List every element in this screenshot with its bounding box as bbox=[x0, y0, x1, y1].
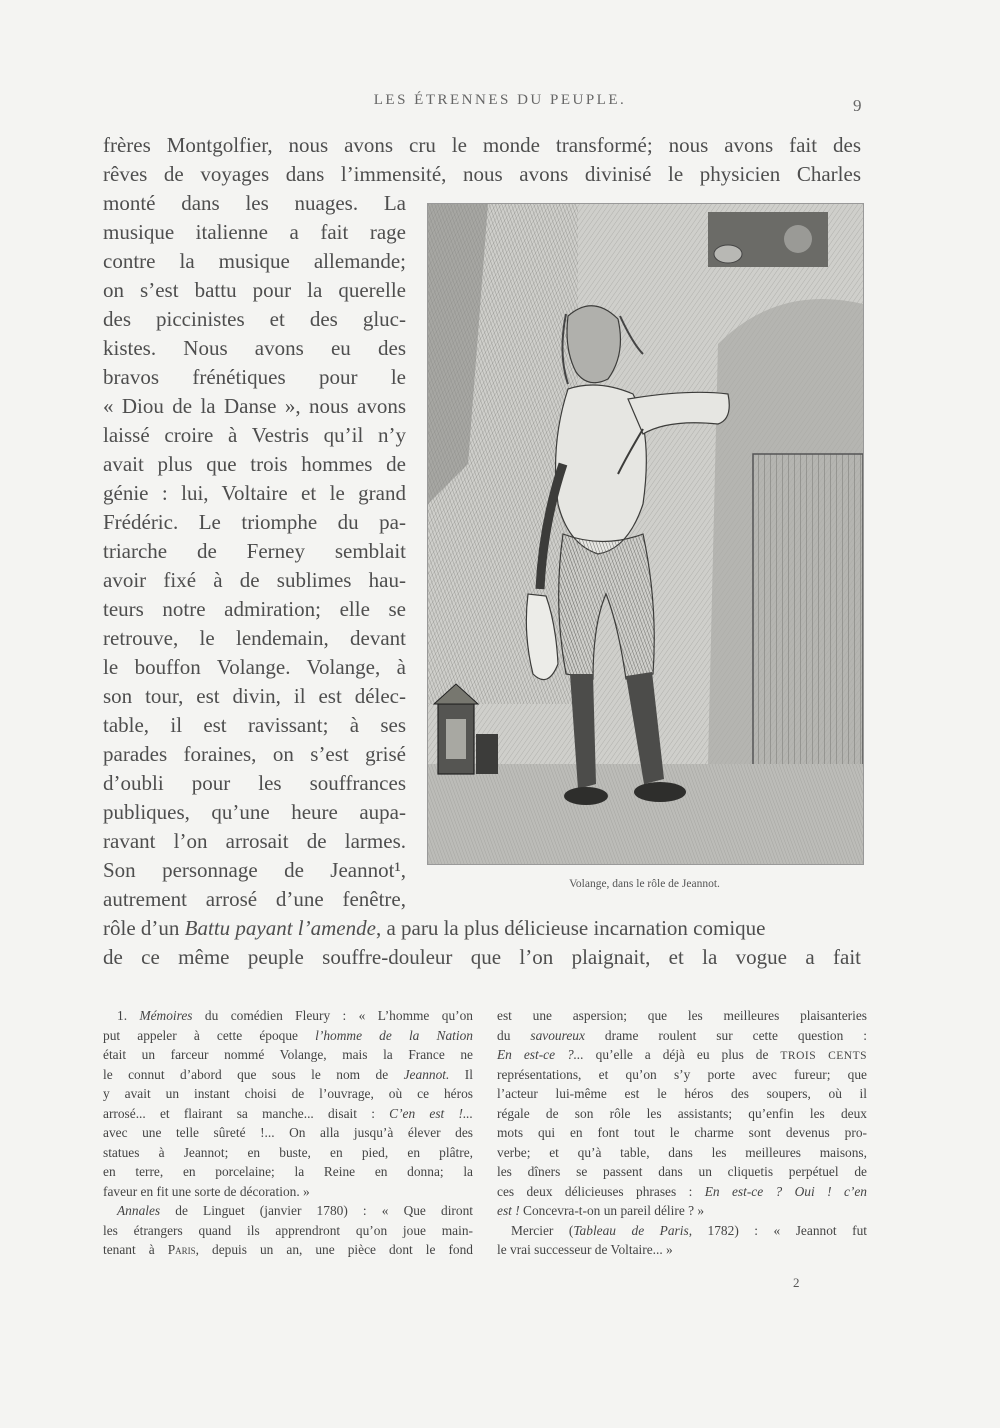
volange-engraving bbox=[428, 204, 863, 864]
work-title: Annales bbox=[117, 1203, 161, 1218]
body-line: laissé croire à Vestris qu’il n’y bbox=[103, 423, 406, 447]
footnote-line: mots qui en font tout le charme sont devenus pro- bbox=[497, 1125, 867, 1140]
body-line: d’oubli pour les souffrances bbox=[103, 771, 406, 795]
count-smallcaps: TROIS CENTS bbox=[780, 1050, 867, 1062]
name-italic: Jeannot. bbox=[403, 1067, 450, 1082]
play-title: Battu payant l’amende bbox=[184, 916, 376, 940]
footnote-line: tenant à Paris, depuis un an, une pièce dont le fond bbox=[103, 1242, 474, 1257]
running-title: LES ÉTRENNES DU PEUPLE. bbox=[373, 92, 627, 108]
body-text: rôle d’un bbox=[103, 916, 185, 940]
body-text: , a paru la plus délicieuse incarnation comique bbox=[375, 916, 766, 940]
body-line: parades foraines, on s’est grisé bbox=[103, 742, 406, 766]
body-line: le bouffon Volange. Volange, à bbox=[103, 655, 406, 679]
footnote-line: statues à Jeannot; en buste, en pied, en plâtre, bbox=[103, 1145, 473, 1160]
body-line: bravos frénétiques pour le bbox=[103, 365, 406, 389]
body-line: Frédéric. Le triomphe du pa- bbox=[103, 510, 406, 534]
body-line: avait plus que trois hommes de bbox=[103, 452, 406, 476]
body-line: table, il est ravissant; à ses bbox=[103, 713, 406, 737]
footnote-line: les dîners se passent dans un cliquetis perpétuel de bbox=[497, 1164, 867, 1179]
footnote-line: y avait un instant choisi de l’ouvrage, où ce héros bbox=[103, 1086, 473, 1101]
page-number: 9 bbox=[853, 96, 862, 115]
work-title: Mémoires bbox=[139, 1008, 193, 1023]
footnote-line: le connut d’abord que sous le nom de Jeannot. Il bbox=[103, 1067, 473, 1082]
footnote-line: 1. Mémoires du comédien Fleury : « L’homme qu’on bbox=[117, 1008, 473, 1023]
body-line: ravant l’on arrosait de larmes. bbox=[103, 829, 406, 853]
footnote-line: faveur en fit une sorte de décoration. » bbox=[103, 1184, 310, 1199]
body-line: avoir fixé à de sublimes hau- bbox=[103, 568, 406, 592]
footnote-line: verbe; et qu’à table, dans les meilleures maisons, bbox=[497, 1145, 867, 1160]
quote-italic: savoureux bbox=[530, 1028, 585, 1043]
footnote-line: Mercier (Tableau de Paris, 1782) : « Jeannot fut bbox=[511, 1223, 867, 1238]
footnote-line: Annales de Linguet (janvier 1780) : « Que diront bbox=[117, 1203, 473, 1218]
body-line: on s’est battu pour la querelle bbox=[103, 278, 406, 302]
footnote-line: En est-ce ?... qu’elle a déjà eu plus de TROIS CENTS bbox=[497, 1047, 867, 1062]
body-line: Son personnage de Jeannot¹, bbox=[103, 858, 406, 882]
body-line: de ce même peuple souffre-douleur que l’on plaignait, et la vogue a fait bbox=[103, 945, 861, 969]
body-line: monté dans les nuages. La bbox=[103, 191, 406, 215]
city-smallcaps: Paris bbox=[167, 1242, 196, 1257]
body-line: rêves de voyages dans l’immensité, nous avons divinisé le physicien Charles bbox=[103, 162, 861, 186]
footnote-line: est ! Concevra-t-on un pareil délire ? » bbox=[497, 1203, 705, 1218]
quote-italic: C’en est !... bbox=[389, 1106, 473, 1121]
footnote-line: du savoureux drame roulent sur cette question : bbox=[497, 1028, 867, 1043]
footnote-line: le vrai successeur de Voltaire... » bbox=[497, 1242, 673, 1257]
body-line: autrement arrosé d’une fenêtre, bbox=[103, 887, 406, 911]
body-line: retrouve, le lendemain, devant bbox=[103, 626, 406, 650]
footnote-line: est une aspersion; que les meilleures plaisanteries bbox=[497, 1008, 867, 1023]
footnote-line: en terre, en porcelaine; la Reine en donna; la bbox=[103, 1164, 473, 1179]
body-line: publiques, qu’une heure aupa- bbox=[103, 800, 406, 824]
quote-italic: est ! bbox=[497, 1203, 520, 1218]
body-line: génie : lui, Voltaire et le grand bbox=[103, 481, 406, 505]
footnote-line: avec une telle sûreté !... On alla jusqu’à élever des bbox=[103, 1125, 473, 1140]
work-title: Tableau de Paris bbox=[573, 1223, 689, 1238]
engraving-illustration bbox=[427, 203, 864, 865]
footnote-line: les étrangers quand ils apprendront qu’on joue main- bbox=[103, 1223, 473, 1238]
body-line: son tour, est divin, il est délec- bbox=[103, 684, 406, 708]
footnote-line: régale de son rôle les assistants; qu’enfin les deux bbox=[497, 1106, 867, 1121]
body-line: triarche de Ferney semblait bbox=[103, 539, 406, 563]
footnote-line: ces deux délicieuses phrases : En est-ce ? Oui ! c’en bbox=[497, 1184, 867, 1199]
footnote-line: l’acteur lui-même est le héros des soupers, où il bbox=[497, 1086, 867, 1101]
body-line: contre la musique allemande; bbox=[103, 249, 406, 273]
footnote-line: put appeler à cette époque l’homme de la Nation bbox=[103, 1028, 473, 1043]
body-line bbox=[103, 914, 861, 942]
body-line: « Diou de la Danse », nous avons bbox=[103, 394, 406, 418]
body-line: kistes. Nous avons eu des bbox=[103, 336, 406, 360]
quote-italic: En est-ce ?... bbox=[497, 1047, 584, 1062]
body-line: des piccinistes et des gluc- bbox=[103, 307, 406, 331]
footnote-line: était un farceur nommé Volange, mais la France ne bbox=[103, 1047, 473, 1062]
body-line: frères Montgolfier, nous avons cru le monde transformé; nous avons fait des bbox=[103, 133, 861, 157]
signature-mark: 2 bbox=[793, 1275, 800, 1290]
footnote-line: représentations, et qu’on s’y porte avec fureur; que bbox=[497, 1067, 867, 1082]
quote-italic: l’homme de la Nation bbox=[315, 1028, 473, 1043]
figure-caption: Volange, dans le rôle de Jeannot. bbox=[569, 878, 720, 890]
quote-italic: En est-ce ? Oui ! c’en bbox=[704, 1184, 867, 1199]
body-line: musique italienne a fait rage bbox=[103, 220, 406, 244]
footnote-line: arrosé... et flairant sa manche... disait : C’en est !... bbox=[103, 1106, 473, 1121]
body-line: teurs notre admiration; elle se bbox=[103, 597, 406, 621]
